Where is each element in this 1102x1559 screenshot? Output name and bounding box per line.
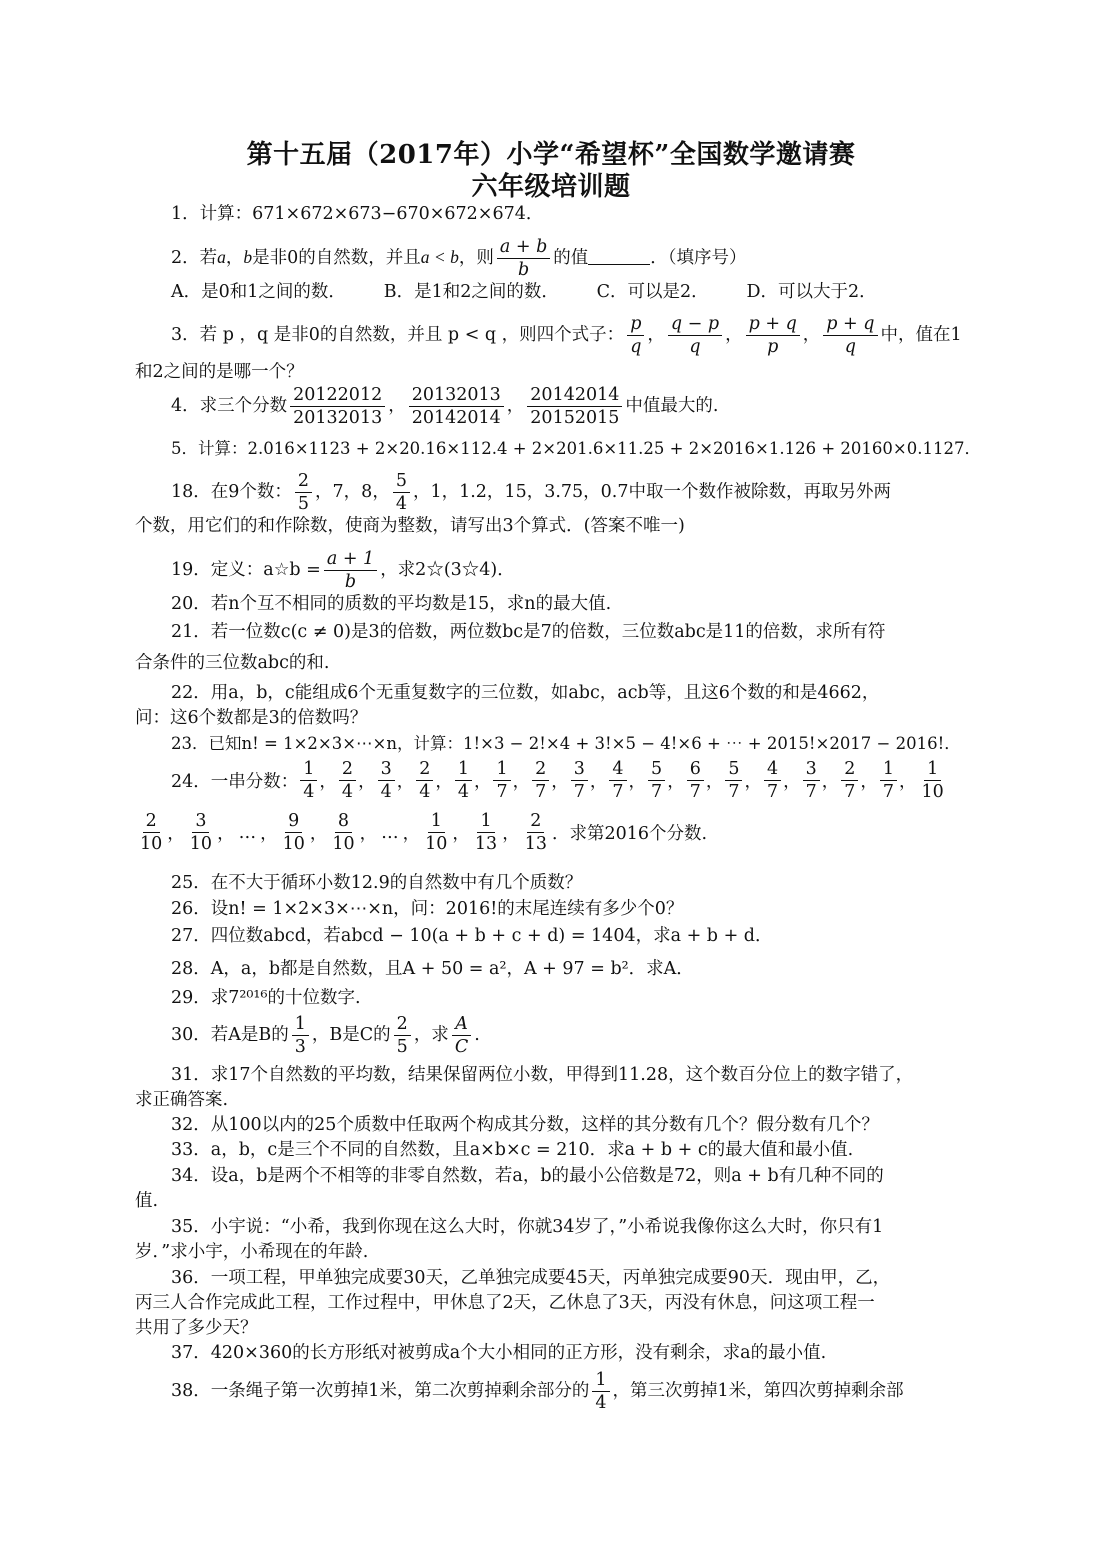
fraction: $\frac{2}{10}$ <box>140 811 163 854</box>
question-29: 29．求7²⁰¹⁶的十位数字. <box>171 988 361 1008</box>
question-23: 23．已知n! = 1×2×3×⋯×n，计算：1!×3 − 2!×4 + 3!×5 − 4!×6 + ⋯ + 2015!×2017 − 2016!． <box>171 734 961 753</box>
question-3: 3．若 p ，q 是非0的自然数，并且 p < q ，则四个式子： $\frac{p}{q}$ ， $\frac{q - p}{q}$ ， $\frac{p + q}{p}$ ， $\frac{p + q}{q}$ 中，值在1 <box>171 314 962 357</box>
question-36: 36．一项工程，甲单独完成要30天，乙单独完成要45天，丙单独完成要90天．现由甲，乙， <box>171 1268 891 1288</box>
question-22: 22．用a，b，c能组成6个无重复数字的三位数，如abc，acb等，且这6个数的和是4662， <box>171 683 880 703</box>
question-32: 32．从100以内的25个质数中任取两个构成其分数，这样的其分数有几个？假分数有几个？ <box>171 1115 879 1135</box>
question-33: 33．a，b，c是三个不同的自然数，且a×b×c = 210．求a + b + c的最大值和最小值. <box>171 1140 854 1160</box>
fraction: $\frac{4}{7}$ <box>764 758 781 803</box>
question-36-line2: 丙三人合作完成此工程，工作过程中，甲休息了2天，乙休息了3天，丙没有休息，问这项工程一 <box>135 1293 875 1313</box>
question-2-options: A．是0和1之间的数． B．是1和2之间的数． C．可以是2． D．可以大于2． <box>171 282 877 302</box>
question-35-cont: 岁．”求小宇，小希现在的年龄. <box>135 1242 369 1262</box>
question-21: 21．若一位数c(c ≠ 0)是3的倍数，两位数bc是7的倍数，三位数abc是11的倍数，求所有符 <box>171 622 886 642</box>
question-24: 24．一串分数： $\frac{1}{4}$ ， $\frac{2}{4}$ ， $\frac{3}{4}$ ， $\frac{2}{4}$ ， $\frac{1}{4}$ ， $\frac{1}{7}$ ， $\frac{2}{7}$ ， $\frac{3}{7}$ ， $\frac{4}{7}$ ， $\frac{5}{7}$ ， $\frac{6}{7}$ ， $\frac{5}{7}$ ， $\frac{4}{7}$ ， $\frac{3}{7}$ ， $\frac{2}{7}$ ， $\frac{1}{7}$ ， $\frac{1}{10}$ <box>171 758 1011 803</box>
fraction: $\frac{1}{7}$ <box>880 758 897 803</box>
question-2: 2．若a，b是非0的自然数，并且a < b，则 $\frac{a + b}{b}$ 的值 ．（填序号） <box>171 237 747 280</box>
fraction: $\frac{1}{7}$ <box>493 758 510 803</box>
question-35: 35．小宇说：“小希，我到你现在这么大时，你就34岁了，”小希说我像你这么大时，你只有1 <box>171 1217 884 1237</box>
question-30: 30．若A是B的 $\frac{1}{3}$ ，B是C的 $\frac{2}{5}$ ，求 $\frac{A}{C}$ . <box>171 1014 480 1057</box>
question-34: 34．设a，b是两个不相等的非零自然数，若a，b的最小公倍数是72，则a + b有几种不同的 <box>171 1166 884 1186</box>
question-36-line3: 共用了多少天？ <box>135 1318 258 1338</box>
question-31-cont: 求正确答案. <box>135 1090 229 1110</box>
question-25: 25．在不大于循环小数12.9的自然数中有几个质数？ <box>171 873 583 893</box>
question-31: 31．求17个自然数的平均数，结果保留两位小数，甲得到11.28，这个数百分位上的数字错了， <box>171 1065 914 1085</box>
fraction: $\frac{6}{7}$ <box>687 758 704 803</box>
fraction: $\frac{5}{7}$ <box>648 758 665 803</box>
fraction: $\frac{5}{7}$ <box>725 758 742 803</box>
question-5: 5．计算：2.016×1123 + 2×20.16×112.4 + 2×201.6×11.25 + 2×2016×1.126 + 20160×0.1127． <box>171 439 981 458</box>
fraction: $\frac{1}{10}$ <box>425 811 448 854</box>
fraction: $\frac{1}{13}$ <box>474 811 498 854</box>
question-26: 26．设n! = 1×2×3×⋯×n，问：2016!的末尾连续有多少个0？ <box>171 899 684 919</box>
question-21-cont: 合条件的三位数abc的和. <box>135 653 330 673</box>
page-subtitle: 六年级培训题 <box>471 172 631 202</box>
fraction: $\frac{3}{4}$ <box>378 758 395 803</box>
ellipsis: … <box>381 822 399 843</box>
question-37: 37．420×360的长方形纸对被剪成a个大小相同的正方形，没有剩余，求a的最小值. <box>171 1343 827 1363</box>
question-27: 27．四位数abcd，若abcd − 10(a + b + c + d) = 1404，求a + b + d． <box>171 926 773 946</box>
fraction: $\frac{3}{7}$ <box>803 758 820 803</box>
ellipsis: … <box>238 822 257 843</box>
question-18-cont: 个数，用它们的和作除数，使商为整数，请写出3个算式．(答案不唯一) <box>135 516 685 536</box>
fraction: $\frac{a + b}{b}$ <box>497 236 550 281</box>
fraction: $\frac{1}{10}$ <box>921 759 944 802</box>
fraction: $\frac{1}{4}$ <box>455 758 472 803</box>
question-34-cont: 值. <box>135 1191 159 1211</box>
fraction: $\frac{1}{4}$ <box>300 758 317 803</box>
question-1: 1．计算：671×672×673−670×672×674． <box>171 204 544 224</box>
question-18: 18．在9个数： $\frac{2}{5}$ ，7，8， $\frac{5}{4}$ ，1，1.2，15，3.75，0.7中取一个数作被除数，再取另外两 <box>171 471 891 514</box>
question-22-cont: 问：这6个数都是3的倍数吗？ <box>135 708 368 728</box>
fraction: $\frac{2}{4}$ <box>416 758 433 803</box>
fraction: $\frac{2}{7}$ <box>841 758 858 803</box>
fraction: $\frac{3}{7}$ <box>571 758 588 803</box>
question-38: 38．一条绳子第一次剪掉1米，第二次剪掉剩余部分的 $\frac{1}{4}$ ，第三次剪掉1米，第四次剪掉剩余部 <box>171 1370 904 1413</box>
fraction: $\frac{4}{7}$ <box>609 758 626 803</box>
fraction: $\frac{2}{4}$ <box>339 758 356 803</box>
question-24-cont: $\frac{2}{10}$ ， $\frac{3}{10}$ ， … ， $\frac{9}{10}$ ， $\frac{8}{10}$ ， … ， $\frac{1}{10}$ ， $\frac{1}{13}$ ， $\frac{2}{13}$ ．求第2016个分数. <box>135 810 975 855</box>
fraction: $\frac{3}{10}$ <box>189 811 213 854</box>
fraction: $\frac{9}{10}$ <box>282 811 305 854</box>
fraction: $\frac{2}{13}$ <box>524 811 547 854</box>
question-19: 19．定义：a☆b = $\frac{a + 1}{b}$ ，求2☆(3☆4)． <box>171 549 515 592</box>
page-title: 第十五届（2017年）小学“希望杯”全国数学邀请赛 <box>246 140 856 170</box>
question-28: 28．A，a，b都是自然数，且A + 50 = a²，A + 97 = b²．求A． <box>171 959 694 979</box>
fraction: $\frac{2}{7}$ <box>532 758 549 803</box>
question-3-cont: 和2之间的是哪一个？ <box>135 362 304 382</box>
question-4: 4．求三个分数 $\frac{20122012}{20132013}$ ， $\frac{20132013}{20142014}$ ， $\frac{20142014}{20152015}$ 中值最大的. <box>171 385 719 428</box>
answer-blank <box>588 248 650 265</box>
question-20: 20．若n个互不相同的质数的平均数是15，求n的最大值. <box>171 594 612 614</box>
fraction: $\frac{8}{10}$ <box>332 811 355 854</box>
